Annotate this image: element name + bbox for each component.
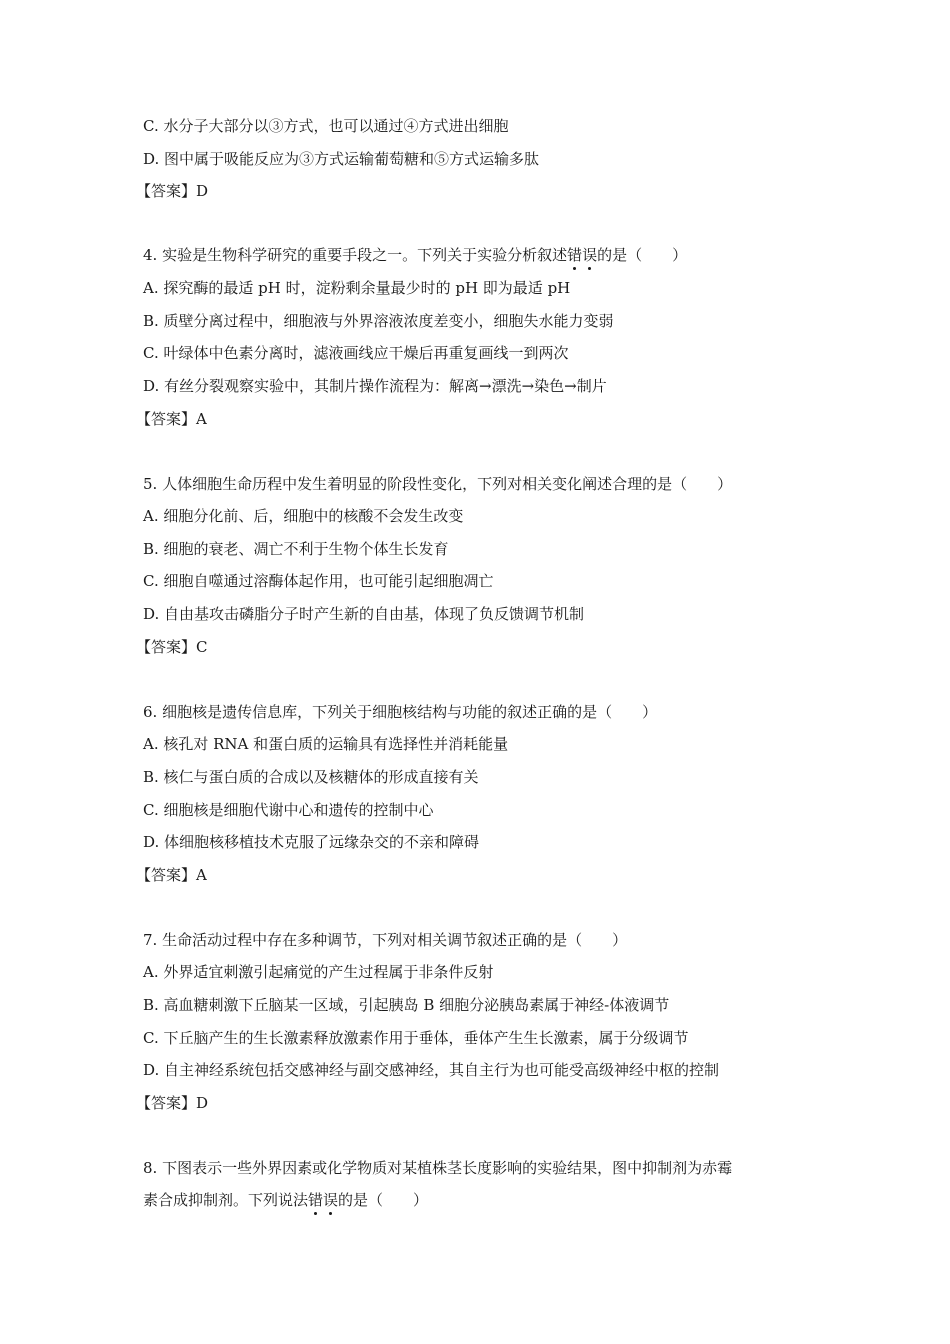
q4-emphasis-char-2: 误 — [582, 246, 598, 264]
q7-option-d: D. 自主神经系统包括交感神经与副交感神经，其自主行为也可能受高级神经中枢的控制 — [143, 1061, 720, 1079]
q4-option-c: C. 叶绿体中色素分离时，滤液画线应干燥后再重复画线一到两次 — [143, 344, 569, 362]
q8-emphasis-char-1: 错 — [308, 1191, 324, 1209]
q4-option-b: B. 质壁分离过程中，细胞液与外界溶液浓度差变小，细胞失水能力变弱 — [143, 312, 614, 330]
q5-answer: 【答案】C — [136, 638, 208, 656]
q5-option-d: D. 自由基攻击磷脂分子时产生新的自由基，体现了负反馈调节机制 — [143, 605, 585, 623]
q4-answer: 【答案】A — [136, 410, 207, 428]
q8-stem-tail: 的是（ ） — [338, 1191, 429, 1209]
q8-stem-line-1: 8. 下图表示一些外界因素或化学物质对某植株茎长度影响的实验结果，图中抑制剂为赤霉 — [143, 1159, 733, 1177]
q6-answer: 【答案】A — [136, 866, 207, 884]
q8-stem-text: 素合成抑制剂。下列说法 — [143, 1191, 309, 1209]
q6-option-d: D. 体细胞核移植技术克服了远缘杂交的不亲和障碍 — [143, 833, 480, 851]
q6-option-b: B. 核仁与蛋白质的合成以及核糖体的形成直接有关 — [143, 768, 479, 786]
q4-stem-tail: 的是（ ） — [597, 246, 688, 264]
q6-option-a: A. 核孔对 RNA 和蛋白质的运输具有选择性并消耗能量 — [143, 735, 509, 753]
q7-answer: 【答案】D — [136, 1094, 209, 1112]
q4-option-a: A. 探究酶的最适 pH 时，淀粉剩余量最少时的 pH 即为最适 pH — [143, 279, 571, 297]
q6-option-c: C. 细胞核是细胞代谢中心和遗传的控制中心 — [143, 801, 434, 819]
q8-stem-line-2 — [143, 1190, 428, 1210]
q4-stem — [143, 245, 687, 265]
q6-stem: 6. 细胞核是遗传信息库，下列关于细胞核结构与功能的叙述正确的是（ ） — [143, 703, 658, 721]
q7-stem: 7. 生命活动过程中存在多种调节，下列对相关调节叙述正确的是（ ） — [143, 931, 628, 949]
q4-option-d: D. 有丝分裂观察实验中，其制片操作流程为：解离→漂洗→染色→制片 — [143, 377, 607, 395]
q7-option-c: C. 下丘脑产生的生长激素释放激素作用于垂体，垂体产生生长激素，属于分级调节 — [143, 1029, 689, 1047]
q8-emphasis-char-2: 误 — [323, 1191, 339, 1209]
q5-stem: 5. 人体细胞生命历程中发生着明显的阶段性变化，下列对相关变化阐述合理的是（ ） — [143, 475, 733, 493]
q3-option-d: D. 图中属于吸能反应为③方式运输葡萄糖和⑤方式运输多肽 — [143, 150, 540, 168]
q4-stem-text: 4. 实验是生物科学研究的重要手段之一。下列关于实验分析叙述 — [143, 246, 568, 264]
q5-option-a: A. 细胞分化前、后，细胞中的核酸不会发生改变 — [143, 507, 464, 525]
q7-option-b: B. 高血糖刺激下丘脑某一区域，引起胰岛 B 细胞分泌胰岛素属于神经-体液调节 — [143, 996, 670, 1014]
q5-option-c: C. 细胞自噬通过溶酶体起作用，也可能引起细胞凋亡 — [143, 572, 494, 590]
q5-option-b: B. 细胞的衰老、凋亡不利于生物个体生长发育 — [143, 540, 449, 558]
q3-option-c: C. 水分子大部分以③方式，也可以通过④方式进出细胞 — [143, 117, 509, 135]
q4-emphasis-char-1: 错 — [567, 246, 583, 264]
q7-option-a: A. 外界适宜刺激引起痛觉的产生过程属于非条件反射 — [143, 963, 494, 981]
q3-answer: 【答案】D — [136, 182, 209, 200]
